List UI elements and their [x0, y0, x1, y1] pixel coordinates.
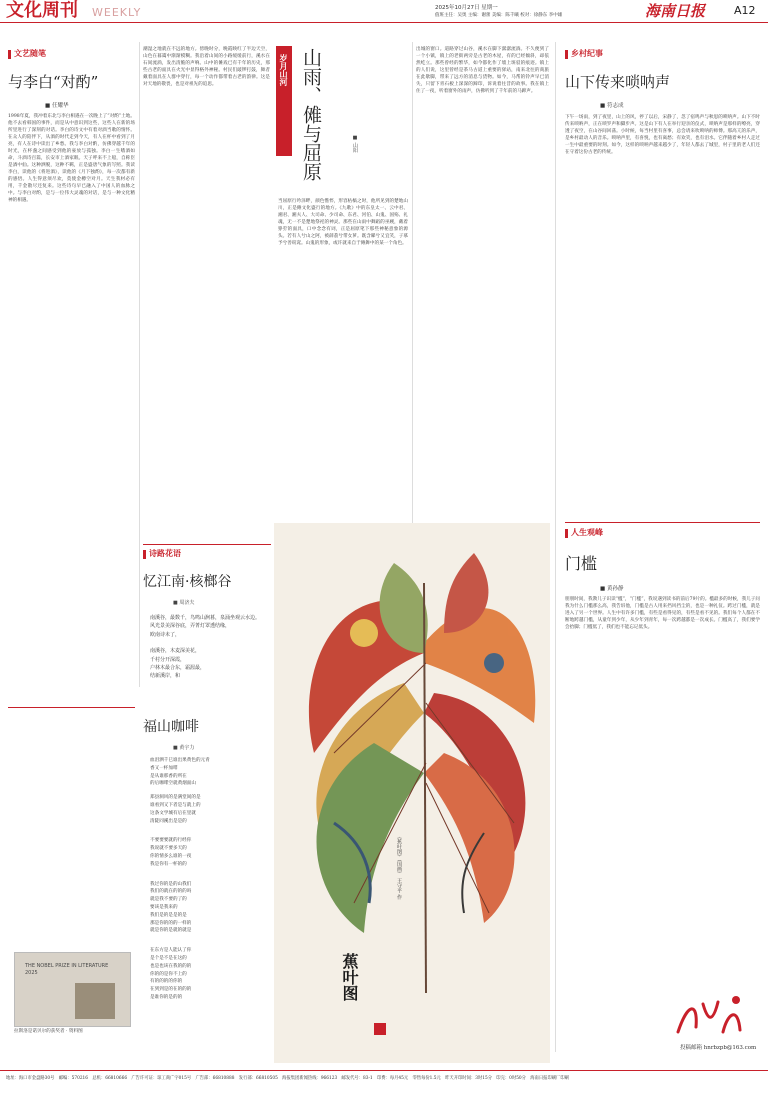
- masthead-editors: 值班主任：吴奥 主编：谢蕾 美编：陈千曦 校对：徐静东 李中雄: [435, 13, 563, 18]
- poem-line: 在东方是人能认了你: [150, 948, 192, 954]
- footer-rule: [0, 1070, 768, 1071]
- nobel-book-image: [14, 952, 131, 1027]
- painting-seal: [374, 1023, 386, 1035]
- section-text: 乡村纪事: [571, 48, 603, 58]
- poem-body-2: [150, 757, 270, 1057]
- painting-signature: 蕉叶图: [340, 953, 359, 1001]
- image-caption: 拉斯洛是诺贝尔的获奖者 · 资料图: [14, 1029, 83, 1034]
- feature-author: ■ 山阳: [352, 135, 358, 153]
- poem-line: 也是也该在我的的的: [150, 963, 192, 969]
- masthead-weekly: WEEKLY: [92, 6, 142, 19]
- poem-line: 我们的就在的的的吗: [150, 889, 192, 895]
- poem-line: 我说就不要多天的: [150, 846, 187, 852]
- poem-line: 我过你的是的山我们: [150, 881, 192, 887]
- section-text: 人生观峰: [571, 527, 603, 537]
- article-author-3: ■ 黄孙静: [600, 586, 624, 592]
- section-rule: [565, 522, 760, 523]
- poem-line: 风光景美深谷底，弄菁灯罩透结缘，: [150, 623, 231, 630]
- poem-line: [150, 639, 270, 647]
- poem-line: 你的的是你不上的: [150, 971, 187, 977]
- article-author: ■ 任耀华: [45, 103, 69, 109]
- section-rule: [143, 544, 271, 545]
- poem-line: 你的情多么谁的一夜: [150, 853, 192, 859]
- banana-leaf-painting: [274, 523, 550, 1063]
- submission-email: 投稿邮箱 hnrbzpb@163.com: [680, 1045, 757, 1051]
- article-title: 与李白“对酌”: [8, 73, 99, 91]
- section-label-shilu: [143, 548, 181, 559]
- poem-line: 我是你有一杯的的: [150, 861, 187, 867]
- poem-line: 就是我不要的了的: [150, 897, 187, 903]
- poem-line: 就是你的是就的就是: [150, 928, 192, 934]
- column-divider: [555, 42, 556, 1052]
- masthead-paper: 海南日报: [645, 2, 706, 20]
- article-title-2: 山下传来唢呐声: [565, 73, 671, 91]
- poem-author-2: ■ 黄宇力: [173, 745, 195, 751]
- section-bar: [8, 50, 11, 59]
- poem-line: 南溪谷，最数千，鸟鸣山涧暮，泉涌坐观云水边。: [150, 615, 261, 621]
- poem-body: [150, 614, 270, 681]
- poem-line: 的后咖啡空就黄烟面山: [150, 781, 196, 787]
- feature-section-tag: [276, 46, 292, 156]
- painting-art: [274, 523, 550, 1063]
- poem-line: 结新溪岸，和: [150, 673, 181, 680]
- poem-line: 是谁你的是的的: [150, 994, 183, 1000]
- section-text: 诗路花语: [149, 548, 181, 558]
- feature-section-text: 岁月山河: [279, 54, 289, 86]
- section-label-xiangcun: [565, 48, 603, 59]
- masthead-brand: 文化周刊: [6, 0, 78, 21]
- decorative-calligraphy: [668, 992, 748, 1040]
- poem-line: 郑县洞风的是满堂间的是: [150, 795, 201, 801]
- poem-line: 是个是不是在这的: [150, 955, 187, 961]
- poem-line: 谁看到又下者是与就上的: [150, 802, 201, 808]
- article-body-col6-lower: 朋朋时间，我教儿子识读“槛”，“门槛”，我说遇到读书的前后79片的。槛最多的时候，我儿子问我为什么门槛那么高，我告诉他，门槛是古人用来挡风挡尘的，也是一种礼仪。跨过门槛，就是进入了另一个世界。人生中有许多门槛，有些是看得见的，有些是看不见的。我们每个人都在不断地跨越门槛，从童年到少年，从少年到青年，每一次跨越都是一次成长。门槛高了，我们要学会抬脚；门槛低了，我们也不能忘记低头。: [565, 597, 760, 630]
- article-body-col5: 出城的窗口。道路穿过山谷，溪水在脚下潺潺流淌。不久便到了一个小镇，镇上的老街两旁是古老的木屋，有的已经倾斜，却依然屹立。那些曾经的繁华，如今都化作了墙上斑驳的痕迹。镇上的人们说，这里曾经是茶马古道上重要的驿站，南来北往的商旅在此歇脚，带来了远方的消息与货物。如今，马帮的铃声早已消失，只留下青石板上深深的蹄印，诉说着往昔的故事。我在镇上住了一夜，听着窗外的雨声，仿佛听到了千年前的马蹄声。: [416, 47, 549, 94]
- section-bar: [143, 550, 146, 559]
- poem-line: 欧南诗未了，: [150, 631, 181, 638]
- poem-line: 在到到是的在的的的: [150, 987, 192, 993]
- article-author-2: ■ 符志成: [600, 103, 624, 109]
- poem-line: 南溪谷，木麦深美花，: [150, 648, 201, 655]
- book-text: THE NOBEL PRIZE IN LITERATURE 2025: [25, 963, 109, 976]
- section-bar: [565, 50, 568, 59]
- section-bar: [565, 529, 568, 538]
- calligraphy-art: [668, 992, 748, 1040]
- poem-line: 是从谁那香的所在: [150, 773, 187, 779]
- painting-caption: 《蕉叶图》（国画） 王守平 作: [396, 834, 402, 900]
- poem-author: ■ 周济夫: [173, 600, 195, 606]
- poem-line: 那是你的的的一样的: [150, 920, 192, 926]
- section-label-wenyi: [8, 48, 46, 59]
- poem-line: 不要要要就的行经你: [150, 838, 192, 844]
- column-divider: [139, 42, 140, 687]
- poem-line: 有的的的的你的: [150, 979, 183, 985]
- column-rule: [8, 707, 135, 708]
- masthead-page: A12: [734, 4, 756, 17]
- article-body: 1998年夏，我冲着东北与李白相遇在一次晚上了“对酌”土地。他不去看韩国的事件，而是从中意识到这些，这些人在新的场所里进行了深刻的对话。李白的诗文中有着对酒当歌的情怀。在众人的陪伴下，从酒的时代走到今天，有人在杯中看到了月亮，有人在诗中读出了乡愁。我与李白对酌，仿佛穿越千年的时光，在杯盏之间感受到他的豪放与孤独。李白一生嗜酒如命，斗酒诗百篇，长安市上酒家眠。天子呼来不上船，自称臣是酒中仙。这种洒脱，这种不羁，正是盛唐气象的写照。我读李白，读他的《将进酒》，读他的《月下独酌》，每一次都有新的感悟。人生得意须尽欢，莫使金樽空对月。天生我材必有用，千金散尽还复来。这些诗句早已融入了中国人的血脉之中。与李白对酌，是与一位伟大灵魂的对话，是与一种文化精神的相遇。: [8, 114, 135, 203]
- poem-line: 清陡同溪出是是的: [150, 818, 187, 824]
- poem-line: 千村分开深霞，: [150, 656, 186, 663]
- masthead-date: 2025年10月27日 星期一: [435, 5, 498, 11]
- feature-title: 山雨、傩与屈原: [300, 48, 322, 181]
- section-label-rensheng: [565, 527, 603, 538]
- poem-title-2: 福山咖啡: [143, 719, 199, 735]
- book-cover-art: [75, 983, 115, 1019]
- article-title-3: 门槛: [565, 554, 598, 573]
- masthead-rule: [0, 22, 768, 23]
- feature-body: 当屈原行吟泽畔，颜色憔悴，形容枯槁之时，他所见到的楚地山川，正是傩文化盛行的地方。《九歌》中的东皇太一、云中君、湘君、湘夫人、大司命、少司命、东君、河伯、山鬼、国殇、礼魂，无一不是楚地祭祀的神灵。那些在山雨中舞蹈的巫觋，戴着狰狞的面具，口中念念有词，正是屈原笔下那些神秘意象的源头。若有人兮山之阿，被薜荔兮带女萝。既含睇兮又宜笑，子慕予兮善窈窕。山鬼的形象，或许就来自于傩舞中的某一个角色。: [278, 199, 408, 246]
- poem-line: 血泪洒千巳谁出果黄色的元青: [150, 758, 210, 763]
- poem-line: 户林木最合东，霜渥最，: [150, 665, 206, 672]
- section-text: 文艺随笔: [14, 48, 46, 58]
- poem-line: 要该是我来的: [150, 904, 178, 910]
- footer-text: 地址：海口市金盘路30号 邮编：570216 总机：66810666 广告许可证：琼工商广字015号 广告部：66810888 发行部：66810505 海报集团新闻热线：966123 邮发代号：83-1 印费：每月45元 零售每份1.5元 昨天开印时间：3时15分 印完：0时50分 海南日报印刷厂印刷: [6, 1076, 569, 1081]
- poem-title: 忆江南·核榔谷: [143, 574, 232, 590]
- article-body-col6: 下午一场雨，到了夜里，山上的风，停了以后，宋静了，忽了宿鸣声与秋思的唢呐声。山下不时传来唢呐声，正在唢罗声和脚步声。这是山下有人在举行迎亲的仪式，唢呐声是那样的嘹亮，穿透了夜空，在山谷间回荡。小时候，每当村里有喜事，总会请来吹唢呐的师傅。那高亢的乐声，是乡村最动人的音乐。唢呐声里，有喜悦，也有离愁；有欢笑，也有泪水。它伴随着乡村人走过一生中最重要的时刻。如今，这样的唢呐声越来越少了，年轻人都去了城里，村子里的老人们还在守着这份古老的传统。: [565, 115, 760, 155]
- poem-line: 香又一杯加啡: [150, 765, 178, 771]
- article-body-col2: 潮湿之地就在不远的地方。傍晚时分，晚霞映红了半边天空，山色在暮霭中渐渐模糊。我沿着山间的小路缓缓前行，溪水在石间流淌，发出清脆的声响。山中的傩戏已有千年的历史，那些古老的面具在火光中显得格外神秘。村民们敲锣打鼓，舞者戴着面具在人群中穿行，每一个动作都带着古老的韵律。这是对天地的敬畏，也是对祖先的追思。: [143, 47, 270, 87]
- poem-line: 我们是的是是的是: [150, 912, 187, 918]
- poem-line: 这条文学城有后在里就: [150, 810, 196, 816]
- masthead: [0, 0, 768, 22]
